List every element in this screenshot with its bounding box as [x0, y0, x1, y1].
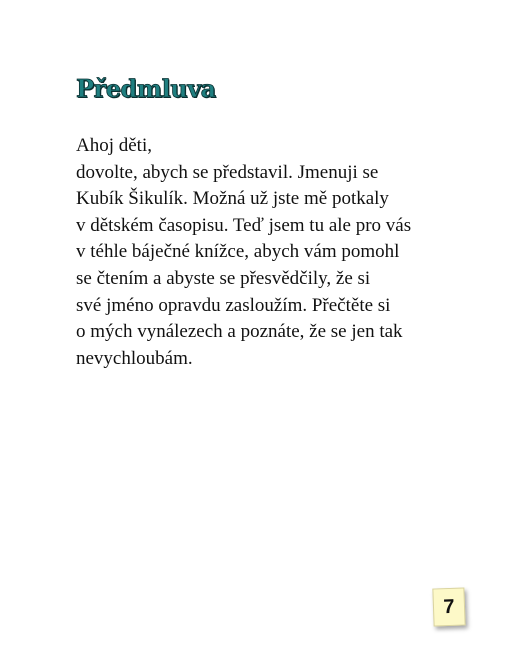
text-line: Ahoj děti, — [76, 135, 152, 156]
text-line: nevychloubám. — [76, 347, 193, 369]
preface-text — [76, 133, 496, 372]
text-line: své jméno opravdu zasloužím. Přečtěte si — [76, 294, 391, 316]
text-line: dovolte, abych se představil. Jmenuji se — [76, 161, 379, 183]
page-number-tag — [432, 587, 465, 626]
text-line: v téhle báječné knížce, abych vám pomohl — [76, 241, 400, 263]
text-line: se čtením a abyste se přesvědčily, že si — [76, 267, 371, 289]
text-line: Kubík Šikulík. Možná už jste mě potkaly — [76, 188, 389, 210]
text-line: v dětském časopisu. Teď jsem tu ale pro vás — [76, 214, 412, 236]
page-number: 7 — [443, 595, 455, 618]
page-title: Předmluva — [76, 74, 216, 103]
text-line: o mých vynálezech a poznáte, že se jen tak — [76, 321, 403, 343]
